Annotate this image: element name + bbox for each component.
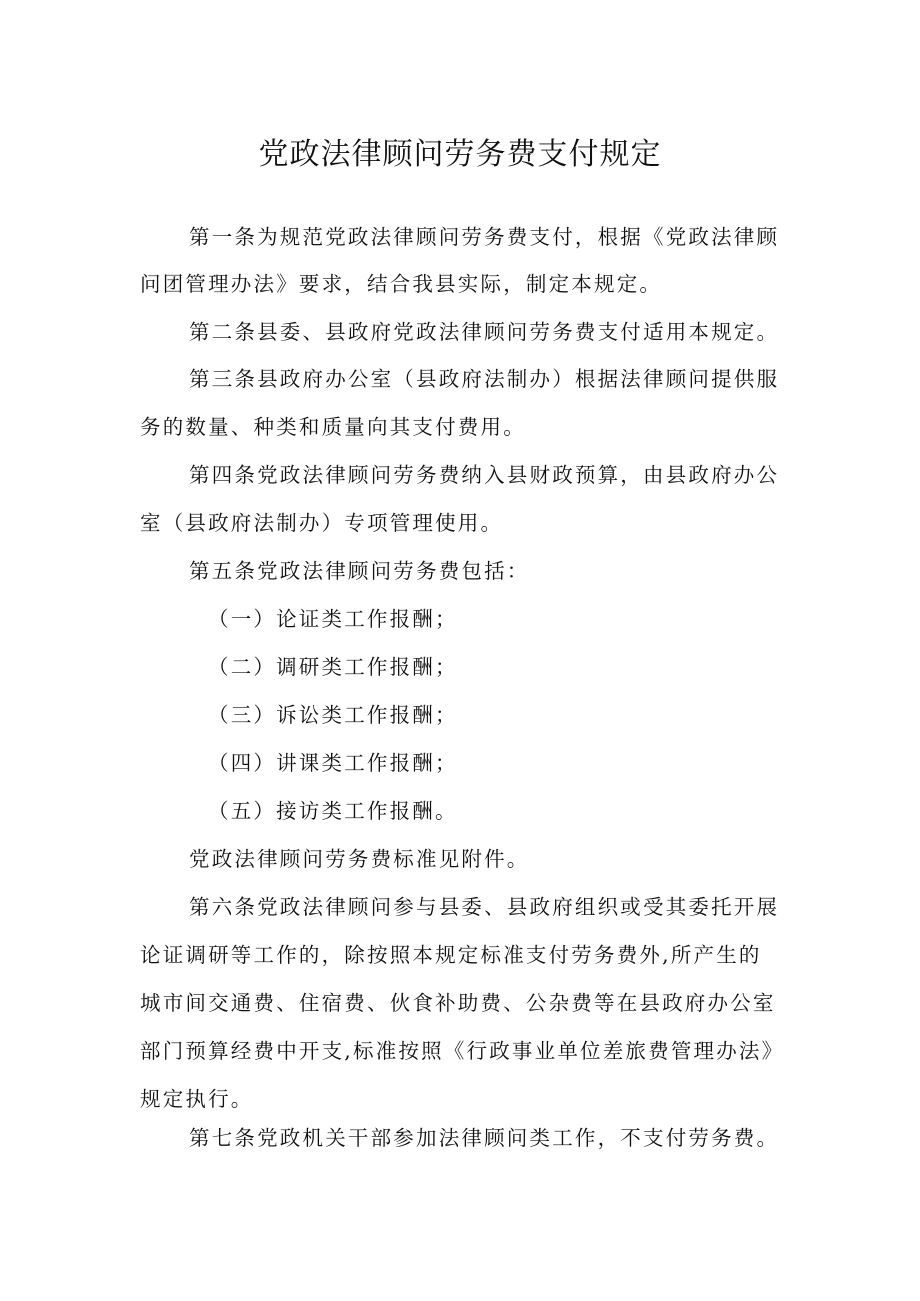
article-6-line-5: 规定执行。 <box>140 1087 254 1111</box>
article-5-item-3: （三）诉讼类工作报酬； <box>208 703 458 727</box>
article-3-line-2: 务的数量、种类和质量向其支付费用。 <box>140 415 526 439</box>
article-6-line-4: 部门预算经费中开支,标准按照《行政事业单位差旅费管理办法》 <box>140 1039 785 1063</box>
article-5-item-2: （二）调研类工作报酬； <box>208 655 458 679</box>
article-6-line-3: 城市间交通费、住宿费、伙食补助费、公杂费等在县政府办公室 <box>140 991 776 1015</box>
article-1-line-1: 第一条为规范党政法律顾问劳务费支付，根据《党政法律顾 <box>189 225 780 249</box>
article-5-line-1: 第五条党政法律顾问劳务费包括： <box>189 559 530 583</box>
article-1-line-2: 问团管理办法》要求，结合我县实际，制定本规定。 <box>140 272 663 296</box>
article-5-item-4: （四）讲课类工作报酬； <box>208 751 458 775</box>
document-title: 党政法律顾问劳务费支付规定 <box>258 137 662 172</box>
article-5-item-5: （五）接访类工作报酬。 <box>208 799 458 823</box>
article-3-line-1: 第三条县政府办公室（县政府法制办）根据法律顾问提供服 <box>189 367 780 391</box>
article-4-line-2: 室（县政府法制办）专项管理使用。 <box>140 511 504 535</box>
article-4-line-1: 第四条党政法律顾问劳务费纳入县财政预算，由县政府办公 <box>189 463 780 487</box>
article-6-line-2: 论证调研等工作的，除按照本规定标准支付劳务费外,所产生的 <box>140 943 762 967</box>
article-7-line-1: 第七条党政机关干部参加法律顾问类工作，不支付劳务费。 <box>189 1126 780 1150</box>
article-5-item-1: （一）论证类工作报酬； <box>208 607 458 631</box>
article-2-line-1: 第二条县委、县政府党政法律顾问劳务费支付适用本规定。 <box>189 320 780 344</box>
article-5-note: 党政法律顾问劳务费标准见附件。 <box>189 847 530 871</box>
article-6-line-1: 第六条党政法律顾问参与县委、县政府组织或受其委托开展 <box>189 895 780 919</box>
